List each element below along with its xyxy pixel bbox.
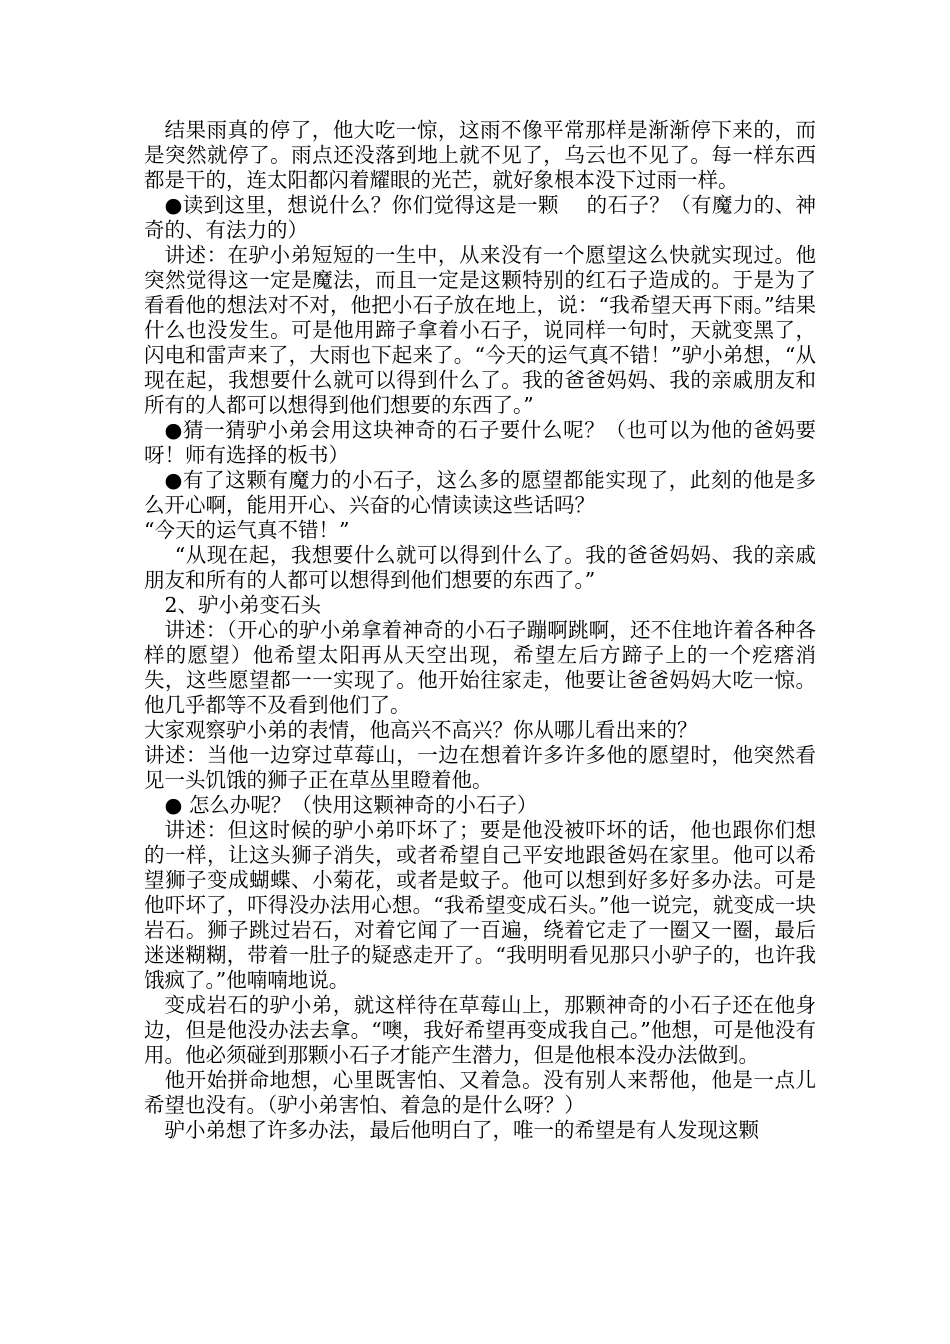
paragraph-4: ●猜一猜驴小弟会用这块神奇的石子要什么呢？（也可以为他的爸妈要呀！师有选择的板书） bbox=[144, 418, 816, 467]
paragraph-6: “今天的运气真不错！” bbox=[144, 518, 350, 542]
paragraph-9: 讲述：（开心的驴小弟拿着神奇的小石子蹦啊跳啊，还不住地许着各种各样的愿望）他希望太阳再从天空出现，希望左后方蹄子上的一个疙瘩消失，这些愿望都一一实现了。他开始往家走，他要让爸爸妈妈大吃一惊。他几乎都等不及看到他们了。 bbox=[144, 618, 816, 717]
document-page bbox=[144, 118, 816, 1143]
paragraph-7: “从现在起，我想要什么就可以得到什么了。我的爸爸妈妈、我的亲戚朋友和所有的人都可以想得到他们想要的东西了。” bbox=[144, 543, 816, 592]
paragraph-2: ●读到这里，想说什么？你们觉得这是一颗 的石子？（有魔力的、神奇的、有法力的） bbox=[144, 193, 816, 242]
paragraph-1: 结果雨真的停了，他大吃一惊，这雨不像平常那样是渐渐停下来的，而是突然就停了。雨点还没落到地上就不见了，乌云也不见了。每一样东西都是干的，连太阳都闪着耀眼的光芒，就好象根本没下过雨一样。 bbox=[144, 118, 816, 192]
paragraph-16: 驴小弟想了许多办法，最后他明白了，唯一的希望是有人发现这颗 bbox=[164, 1118, 759, 1142]
paragraph-10: 大家观察驴小弟的表情，他高兴不高兴？你从哪儿看出来的？ bbox=[144, 718, 698, 742]
paragraph-11: 讲述：当他一边穿过草莓山，一边在想着许多许多他的愿望时，他突然看见一头饥饿的狮子正在草丛里瞪着他。 bbox=[144, 743, 816, 792]
paragraph-3: 讲述：在驴小弟短短的一生中，从来没有一个愿望这么快就实现过。他突然觉得这一定是魔法，而且一定是这颗特别的红石子造成的。于是为了看看他的想法对不对，他把小石子放在地上，说：“我希望天再下雨。”结果什么也没发生。可是他用蹄子拿着小石子，说同样一句时，天就变黑了，闪电和雷声来了，大雨也下起来了。“今天的运气真不错！”驴小弟想，“从现在起，我想要什么就可以得到什么了。我的爸爸妈妈、我的亲戚朋友和所有的人都可以想得到他们想要的东西了。” bbox=[144, 243, 816, 417]
paragraph-13: 讲述：但这时候的驴小弟吓坏了；要是他没被吓坏的话，他也跟你们想的一样，让这头狮子消失，或者希望自己平安地跟爸妈在家里。他可以希望狮子变成蝴蝶、小菊花，或者是蚊子。他可以想到好多好多办法。可是他吓坏了，吓得没办法用心想。“我希望变成石头。”他一说完，就变成一块岩石。狮子跳过岩石，对着它闻了一百遍，绕着它走了一圈又一圈，最后迷迷糊糊，带着一肚子的疑惑走开了。“我明明看见那只小驴子的，也许我饿疯了。”他喃喃地说。 bbox=[144, 818, 816, 992]
paragraph-15: 他开始拼命地想，心里既害怕、又着急。没有别人来帮他，他是一点儿希望也没有。（驴小弟害怕、着急的是什么呀？） bbox=[144, 1068, 816, 1117]
paragraph-14: 变成岩石的驴小弟，就这样待在草莓山上，那颗神奇的小石子还在他身边，但是他没办法去拿。“噢，我好希望再变成我自己。”他想，可是他没有用。他必须碰到那颗小石子才能产生潜力，但是他根本没办法做到。 bbox=[144, 993, 816, 1067]
paragraph-5: ●有了这颗有魔力的小石子，这么多的愿望都能实现了，此刻的他是多么开心啊，能用开心、兴奋的心情读读这些话吗？ bbox=[144, 468, 816, 517]
section-heading: 2、驴小弟变石头 bbox=[164, 593, 322, 617]
paragraph-12: ● 怎么办呢？（快用这颗神奇的小石子） bbox=[164, 793, 538, 817]
